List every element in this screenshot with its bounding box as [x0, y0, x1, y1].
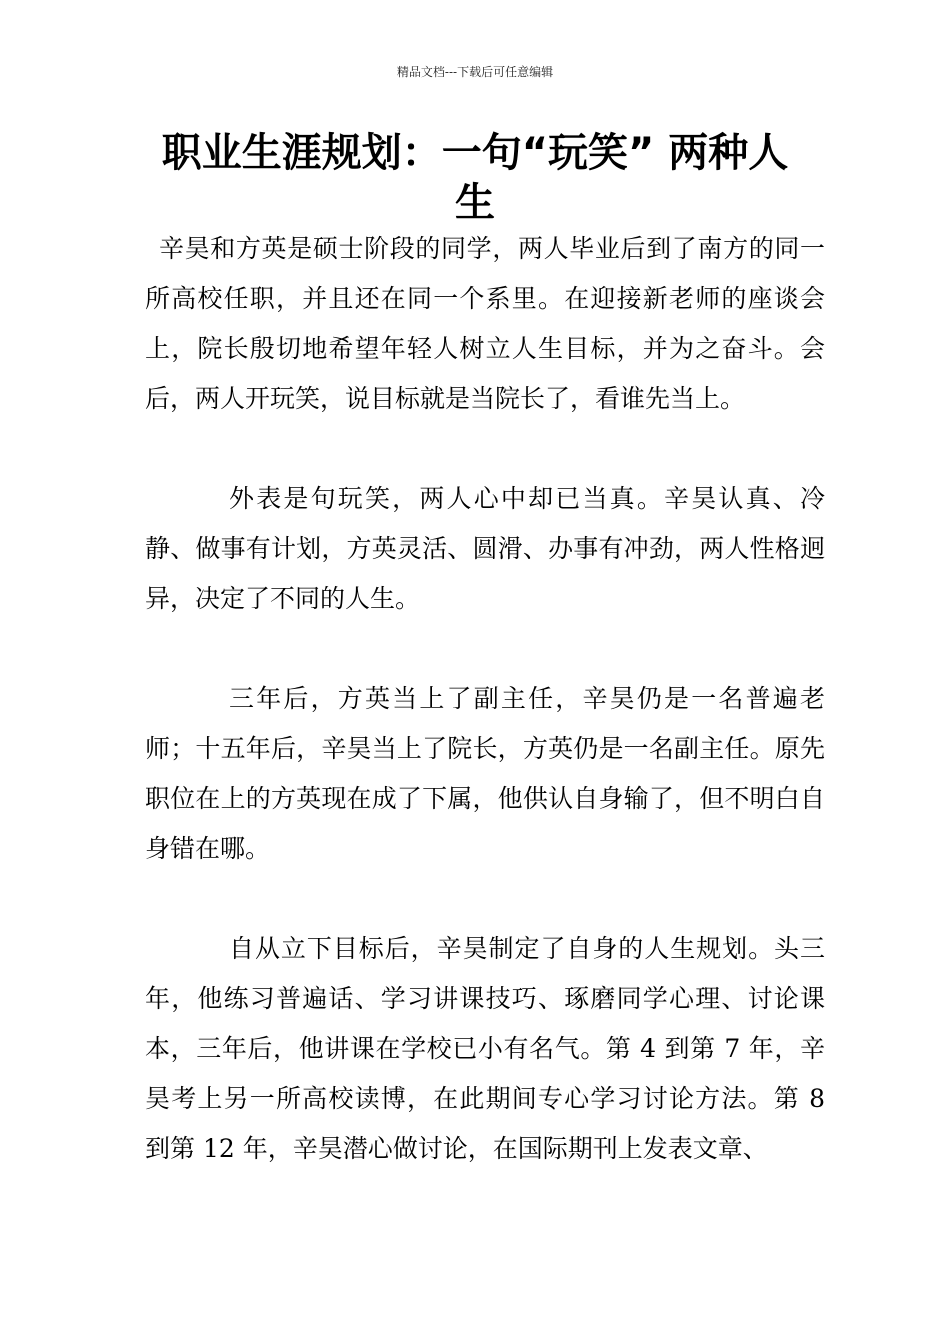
document-body: [145, 224, 825, 1224]
paragraph-1: 辛昊和方英是硕士阶段的同学，两人毕业后到了南方的同一所高校任职，并且还在同一个系里。在迎接新老师的座谈会上，院长殷切地希望年轻人树立人生目标，并为之奋斗。会后，两人开玩笑，说目标就是当院长了，看谁先当上。: [145, 234, 825, 413]
paragraph-3: 三年后，方英当上了副主任，辛昊仍是一名普遍老师；十五年后，辛昊当上了院长，方英仍是一名副主任。原先职位在上的方英现在成了下属，他供认自身输了，但不明白自身错在哪。: [145, 684, 825, 863]
document-header-note: 精品文档---下载后可任意编辑: [396, 65, 554, 79]
paragraph-4: 自从立下目标后，辛昊制定了自身的人生规划。头三年，他练习普遍话、学习讲课技巧、琢磨同学心理、讨论课本，三年后，他讲课在学校已小有名气。第 4 到第 7 年，辛昊考上另一所高校读博，在此期间专心学习讨论方法。第 8 到第 12 年，辛昊潜心做讨论，在国际期刊上发表文章、: [145, 934, 825, 1163]
paragraph-2: 外表是句玩笑，两人心中却已当真。辛昊认真、冷静、做事有计划，方英灵活、圆滑、办事有冲劲，两人性格迥异，决定了不同的人生。: [145, 484, 825, 613]
document-title: 职业生涯规划：一句“玩笑” 两种人生: [161, 130, 789, 226]
